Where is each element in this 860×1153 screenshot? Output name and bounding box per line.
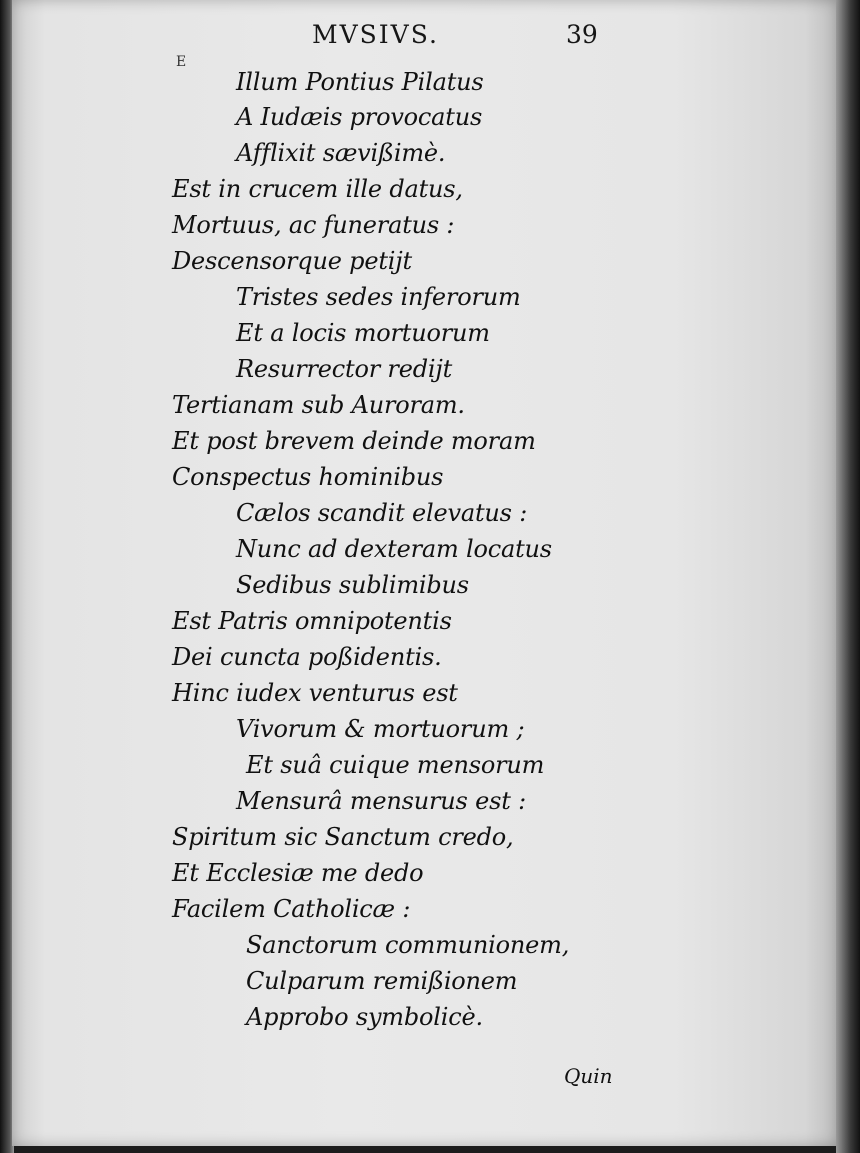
poem-line: Et suâ cuique mensorum xyxy=(246,751,545,779)
poem-line: Est in crucem ille datus, xyxy=(172,175,463,203)
margin-mark: E xyxy=(176,54,187,70)
poem-line: Spiritum sic Sanctum credo, xyxy=(172,823,514,851)
poem-line: Culparum remißionem xyxy=(246,967,518,995)
book-spine-edge xyxy=(836,0,860,1153)
poem-line: Afflixit sævißimè. xyxy=(236,139,446,167)
poem-line: Conspectus hominibus xyxy=(172,463,444,491)
poem-line: Resurrector redijt xyxy=(236,355,453,383)
poem-line: Descensorque petijt xyxy=(172,247,412,275)
page-number: 39 xyxy=(566,20,598,49)
poem-line: Illum Pontius Pilatus xyxy=(236,68,484,96)
poem-line: Nunc ad dexteram locatus xyxy=(236,535,552,563)
poem-line: Tristes sedes inferorum xyxy=(236,283,521,311)
running-head: MVSIVS. xyxy=(312,20,439,49)
catchword: Quin xyxy=(564,1064,613,1088)
page-header xyxy=(0,20,860,56)
poem-line: Approbo symbolicè. xyxy=(246,1003,483,1031)
poem-line: Tertianam sub Auroram. xyxy=(172,391,465,419)
poem-line: Facilem Catholicæ : xyxy=(172,895,411,923)
poem-line: Et post brevem deinde moram xyxy=(172,427,536,455)
poem-line: Et Ecclesiæ me dedo xyxy=(172,859,424,887)
poem-line: Dei cuncta poßidentis. xyxy=(172,643,442,671)
poem-line: Sedibus sublimibus xyxy=(236,571,469,599)
poem-line: A Iudæis provocatus xyxy=(236,103,483,131)
poem-line: Vivorum & mortuorum ; xyxy=(236,715,525,743)
poem-line: Est Patris omnipotentis xyxy=(172,607,452,635)
poem-line: Mortuus, ac funeratus : xyxy=(172,211,455,239)
poem-line: Et a locis mortuorum xyxy=(236,319,490,347)
poem-line: Hinc iudex venturus est xyxy=(172,679,458,707)
show-through-decoration xyxy=(480,60,620,62)
poem-line: Cælos scandit elevatus : xyxy=(236,499,528,527)
poem-line: Mensurâ mensurus est : xyxy=(236,787,526,815)
poem-line: Sanctorum communionem, xyxy=(246,931,570,959)
